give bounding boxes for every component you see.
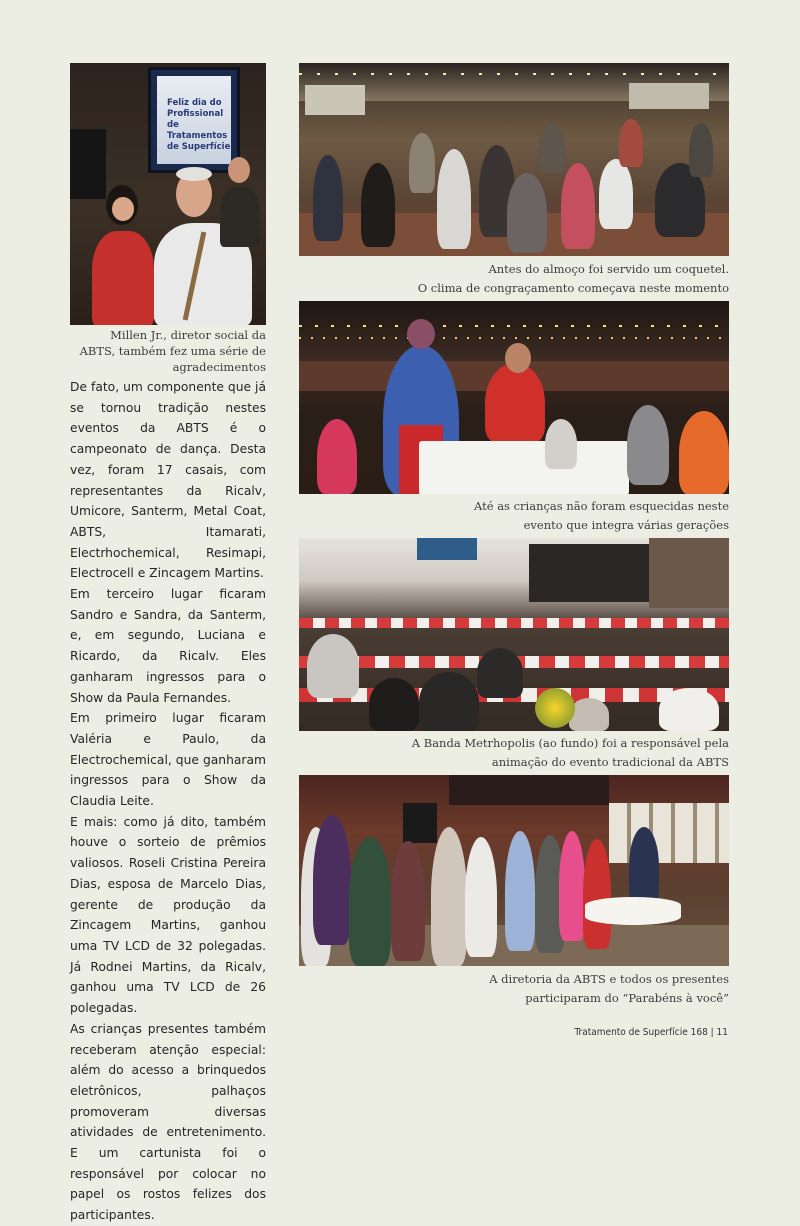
slide-text: Feliz dia do Profissional de Tratamentos de Superfície [167,98,231,152]
birthday-cake [585,897,681,925]
paragraph: As crianças presentes também receberam atenção especial: além do acesso a brinquedos eletrônicos, palhaços promoveram diversas atividades de entretenimento. E um cartunista foi o responsável por colocar no papel os rostos felizes dos participantes. [70,1021,266,1223]
dining-table [419,441,629,494]
photo-band [299,538,729,731]
stage-banner [469,779,589,799]
photo-cake [299,775,729,966]
caption-children: Até as crianças não foram esquecidas neste evento que integra várias gerações [474,499,729,532]
photo-children [299,301,729,494]
page-footer: Tratamento de Superfície 168 | 11 [574,1027,728,1038]
photo-speaker [70,63,266,325]
paragraph: De fato, um componente que já se tornou tradição nestes eventos da ABTS é o campeonato de dança. Desta vez, foram 17 casais, com representantes da Ricalv, Umicore, Santerm, Metal Coat, ABTS, Itamarati, Electrhochemical, Resimapi, Electrocell e Zincagem Martins. [70,380,266,581]
paragraph: E mais: como já dito, também houve o sorteio de prêmios valiosos. Roseli Cristina Pereira Dias, esposa de Marcelo Dias, gerente de produção da Zincagem Martins, ganhou uma TV LCD de 32 polegadas. Já Rodnei Martins, da Ricalv, ganhou uma TV LCD de 26 polegadas. [70,814,266,1016]
projection-screen [148,67,240,173]
caption-cake: A diretoria da ABTS e todos os presentes participaram do “Parabéns à você” [489,972,729,1005]
speaker-cabinet [70,129,106,199]
paragraph: Em terceiro lugar ficaram Sandro e Sandra, da Santerm, e, em segundo, Luciana e Ricardo, da Ricalv. Eles ganharam ingressos para o Show da Paula Fernandes. [70,587,266,705]
paragraph: Em primeiro lugar ficaram Valéria e Paulo, da Electrochemical, que ganharam ingressos para o Show da Claudia Leite. [70,711,266,809]
woman-figure [92,231,154,325]
caption-band: A Banda Metrhopolis (ao fundo) foi a responsável pela animação do evento tradicional da ABTS [411,736,729,769]
caption-speaker: Millen Jr., diretor social da ABTS, também fez uma série de agradecimentos [79,328,266,374]
photo-cocktail [299,63,729,256]
article-body [70,377,266,1226]
caption-cocktail: Antes do almoço foi servido um coquetel. O clima de congraçamento começava neste momento [417,262,729,295]
